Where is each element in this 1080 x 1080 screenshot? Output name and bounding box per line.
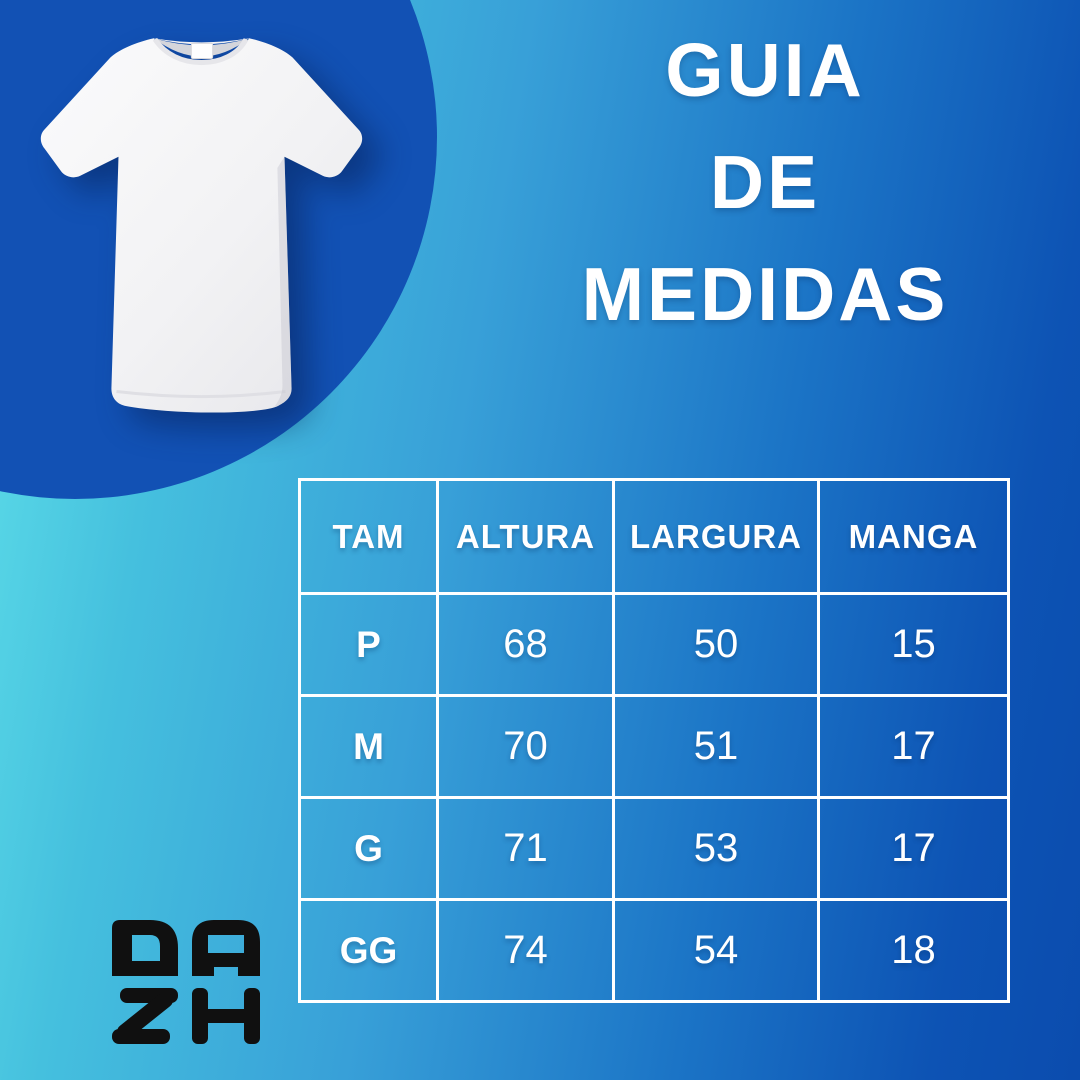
col-header-size: TAM: [300, 480, 438, 594]
col-header-height: ALTURA: [438, 480, 614, 594]
size-cell: GG: [300, 900, 438, 1002]
value-cell: 54: [614, 900, 819, 1002]
title-line-1: GUIA: [665, 28, 865, 112]
dash-logo: [112, 920, 260, 1044]
value-cell: 17: [819, 798, 1009, 900]
value-cell: 15: [819, 594, 1009, 696]
table-row-p: [300, 594, 1009, 696]
value-cell: 71: [438, 798, 614, 900]
tshirt-image: [30, 16, 375, 431]
table-row-g: [300, 798, 1009, 900]
value-cell: 70: [438, 696, 614, 798]
value-cell: 18: [819, 900, 1009, 1002]
tshirt-label: [191, 43, 212, 58]
value-cell: 17: [819, 696, 1009, 798]
value-cell: 50: [614, 594, 819, 696]
col-header-width: LARGURA: [614, 480, 819, 594]
tshirt-body: [41, 38, 362, 412]
title-line-3: MEDIDAS: [581, 252, 949, 336]
header-row: [300, 480, 1009, 594]
table-row-m: [300, 696, 1009, 798]
col-header-sleeve: MANGA: [819, 480, 1009, 594]
value-cell: 53: [614, 798, 819, 900]
size-table: [298, 478, 1010, 1003]
page-title: [545, 14, 985, 350]
title-line-2: DE: [709, 140, 821, 224]
size-cell: P: [300, 594, 438, 696]
size-cell: M: [300, 696, 438, 798]
table-row-gg: [300, 900, 1009, 1002]
value-cell: 68: [438, 594, 614, 696]
value-cell: 51: [614, 696, 819, 798]
size-cell: G: [300, 798, 438, 900]
value-cell: 74: [438, 900, 614, 1002]
